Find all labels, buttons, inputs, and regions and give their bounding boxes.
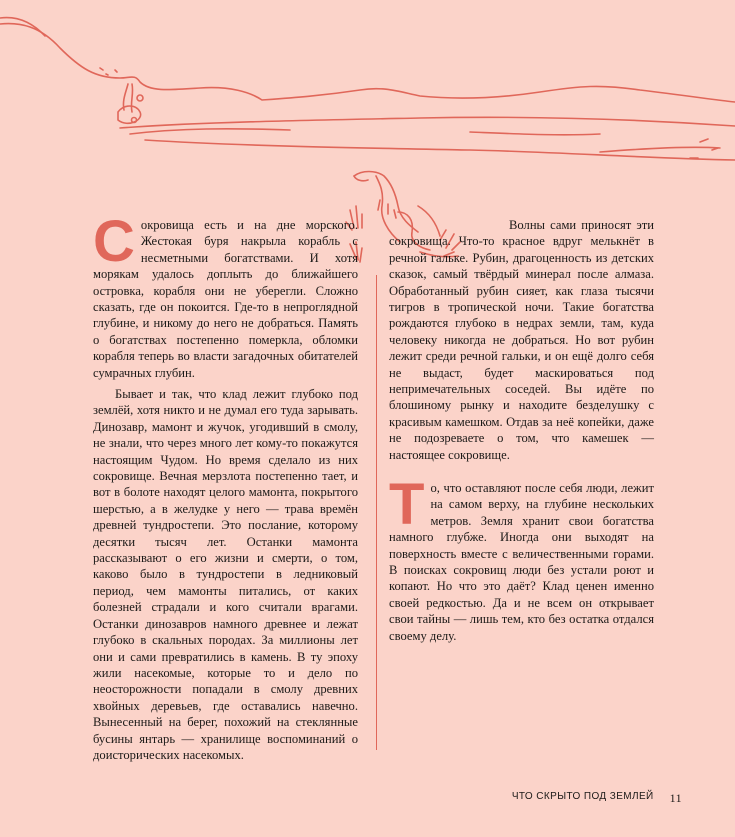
right-paragraph-1: Волны сами приносят эти сокровища. Что-то красное вдруг мелькнёт в речной гальке. Рубин, драгоценность из детских сказок, самый твёрдый минерал после алмаза. Обработанный рубин сияет, как глаза тысячи тигров в тропической ночи. Такие богатства рождаются глубоко в недрах земли, там, куда человеку никогда не добраться. Но вот рубин лежит среди речной гальки, и он ещё долго себя не выдаст, будет маскироваться под непримечательных соседей. Вы идёте по блошиному рынку и находите безделушку с красивым камешком. Отдав за неё копейки, даже не подозреваете о том, что камешек — настоящее сокровище. bbox=[389, 218, 654, 462]
dropcap-letter: Т bbox=[389, 472, 425, 537]
right-paragraph-2 bbox=[389, 472, 654, 644]
left-paragraph-2: Бывает и так, что клад лежит глубоко под землёй, хотя никто и не думал его туда зарывать. Динозавр, мамонт и жучок, угодивший в смолу, не знали, что через много лет кому-то покажутся настоящим Чудом. Но время сделало из них сокровище. Вечная мерзлота постепенно тает, и вот в болоте находят целого мамонта, покрытого шерстью, а в желудке у него — трава времён древней тундростепи. Это послание, которому десятки тысяч лет. Останки мамонта рассказывают о его жизни и смерти, о том, каково было в тундростепи в ледниковый период, чем мамонты питались, от каких болезней страдали и кого считали врагами. Останки динозавров намного древнее и лежат глубоко в скальных породах. За миллионы лет они и сами превратились в камень. В ту эпоху жили насекомые, которые то и дело по неосторожности попадали в смолу древних хвойных деревьев, где оставались навечно. Вынесенный на берег, похожий на стеклянные бусины янтарь — хранилище воспоминаний о доисторических насекомых. bbox=[93, 387, 358, 762]
running-title: ЧТО СКРЫТО ПОД ЗЕМЛЕЙ bbox=[511, 791, 654, 802]
column-divider bbox=[376, 275, 377, 750]
paragraph-text: окровища есть и на дне морского. Жестокая буря накрыла корабль с несметными богатствами. И хотя морякам удалось доплыть до ближайшего островка, корабля они не уберегли. Сложно сказать, где он покоится. Где-то в непроглядной глубине, и никому до него не добраться. Память о богатствах постепенно померкла, обломки корабля теперь во власти загадочных обитателей сумрачных глубин. bbox=[93, 218, 358, 380]
page-number: 11 bbox=[669, 791, 682, 805]
paragraph-text: о, что оставляют после себя люди, лежит на самом верху, на глубине нескольких метров. Земля хранит свои богатства намного глубже. Иногда они выходят на поверхность вместе с величественными горами. В поисках сокровищ люди без устали роют и копают. Но что это даёт? Клад ценен именно своей редкостью. Да и не всем он открывает свои тайны — лишь тем, кто без остатка отдался своему делу. bbox=[389, 481, 654, 643]
dropcap-letter: С bbox=[93, 209, 135, 274]
left-paragraph-1 bbox=[93, 209, 358, 381]
page-footer bbox=[480, 791, 682, 806]
